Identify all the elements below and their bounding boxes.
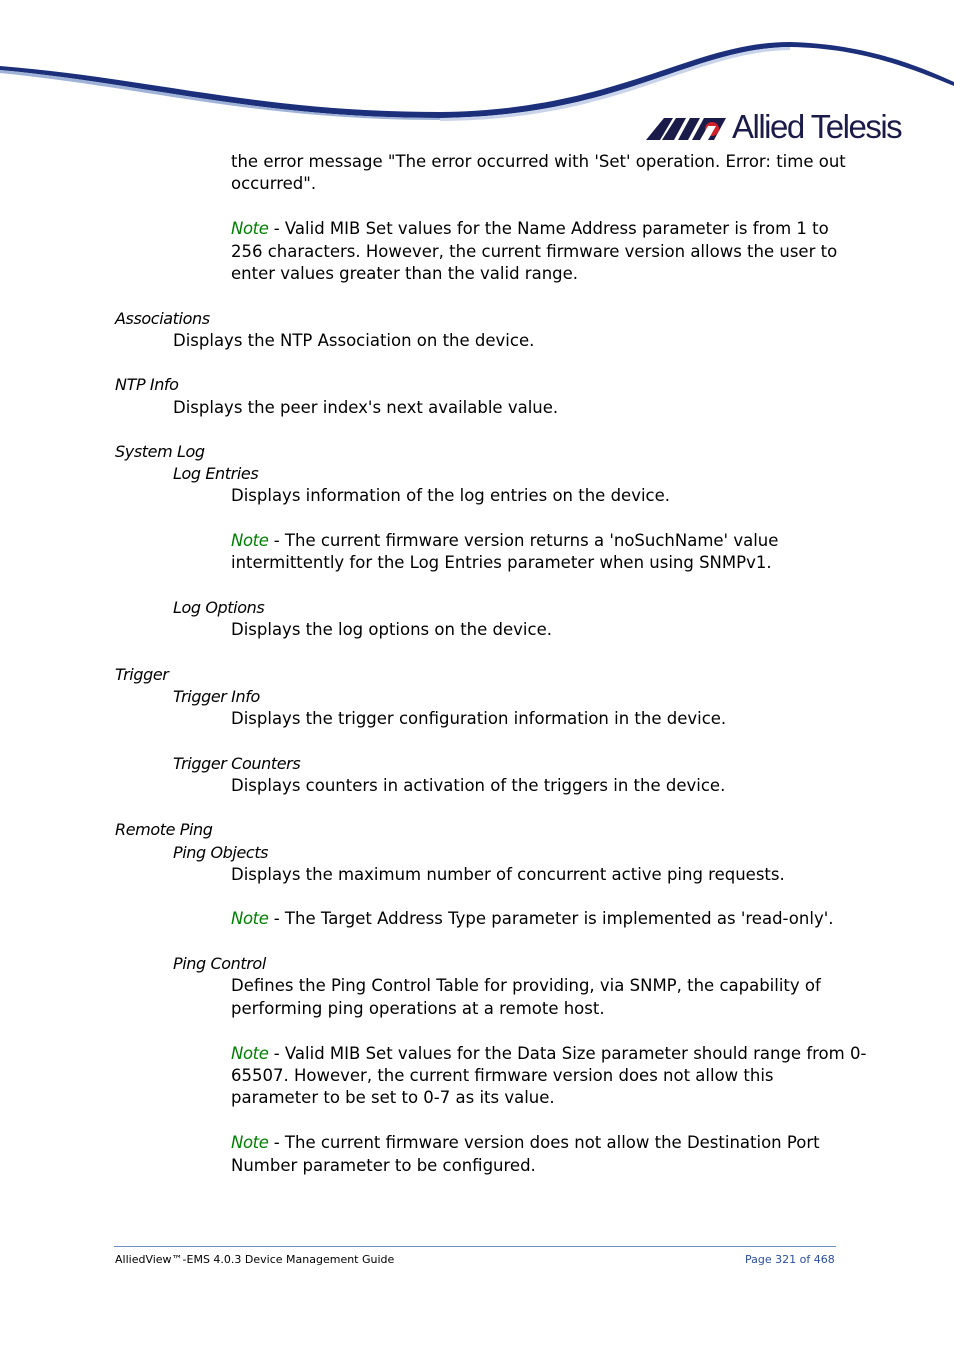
logo-text: Allied Telesis xyxy=(732,108,902,145)
heading-ping-objects: Ping Objects xyxy=(173,843,269,862)
log-entries-desc: Displays information of the log entries on the device. xyxy=(231,486,671,505)
header-swoosh xyxy=(0,0,954,125)
heading-system-log: System Log xyxy=(115,442,205,461)
footer-divider xyxy=(114,1246,836,1247)
note-1-line-3: enter values greater than the valid range. xyxy=(231,264,579,283)
heading-log-options: Log Options xyxy=(173,598,265,617)
note-5-text: - The current firmware version does not allow the Destination Port xyxy=(268,1133,820,1152)
associations-desc: Displays the NTP Association on the device. xyxy=(173,331,535,350)
note-2-text: - The current firmware version returns a 'noSuchName' value xyxy=(268,531,779,550)
note-4-line-3: parameter to be set to 0-7 as its value. xyxy=(231,1088,555,1107)
note-1-line-2: 256 characters. However, the current firmware version allows the user to xyxy=(231,242,838,261)
footer-guide-title: AlliedView™-EMS 4.0.3 Device Management Guide xyxy=(115,1253,395,1266)
heading-associations: Associations xyxy=(115,309,210,328)
note-5-line-2: Number parameter to be configured. xyxy=(231,1156,536,1175)
note-5 xyxy=(231,1132,820,1154)
note-label: Note xyxy=(231,909,269,928)
log-options-desc: Displays the log options on the device. xyxy=(231,620,552,639)
note-4 xyxy=(231,1043,866,1065)
note-1 xyxy=(231,218,829,240)
note-3-text: - The Target Address Type parameter is implemented as 'read-only'. xyxy=(268,909,834,928)
heading-trigger-counters: Trigger Counters xyxy=(173,754,301,773)
heading-ntp-info: NTP Info xyxy=(115,375,179,394)
note-label: Note xyxy=(231,1044,269,1063)
intro-line-1: the error message "The error occurred with 'Set' operation. Error: time out xyxy=(231,152,846,171)
note-2-line-2: intermittently for the Log Entries parameter when using SNMPv1. xyxy=(231,553,772,572)
note-label: Note xyxy=(231,219,269,238)
ping-control-line-2: performing ping operations at a remote host. xyxy=(231,999,605,1018)
note-3 xyxy=(231,908,834,930)
footer-page-number: Page 321 of 468 xyxy=(745,1253,835,1266)
intro-line-2: occurred". xyxy=(231,174,317,193)
allied-telesis-logo xyxy=(646,108,906,148)
heading-trigger: Trigger xyxy=(115,665,169,684)
note-2 xyxy=(231,530,778,552)
note-4-text: - Valid MIB Set values for the Data Size parameter should range from 0- xyxy=(268,1044,867,1063)
trigger-counters-desc: Displays counters in activation of the triggers in the device. xyxy=(231,776,726,795)
heading-remote-ping: Remote Ping xyxy=(115,820,213,839)
heading-log-entries: Log Entries xyxy=(173,464,259,483)
heading-trigger-info: Trigger Info xyxy=(173,687,260,706)
note-label: Note xyxy=(231,1133,269,1152)
note-4-line-2: 65507. However, the current firmware version does not allow this xyxy=(231,1066,774,1085)
note-label: Note xyxy=(231,531,269,550)
allied-telesis-logo-mark-icon xyxy=(646,114,726,140)
note-1-text: - Valid MIB Set values for the Name Address parameter is from 1 to xyxy=(268,219,829,238)
ping-objects-desc: Displays the maximum number of concurrent active ping requests. xyxy=(231,865,785,884)
heading-ping-control: Ping Control xyxy=(173,954,266,973)
ping-control-line-1: Defines the Ping Control Table for providing, via SNMP, the capability of xyxy=(231,976,821,995)
trigger-info-desc: Displays the trigger configuration information in the device. xyxy=(231,709,727,728)
ntp-info-desc: Displays the peer index's next available value. xyxy=(173,398,559,417)
